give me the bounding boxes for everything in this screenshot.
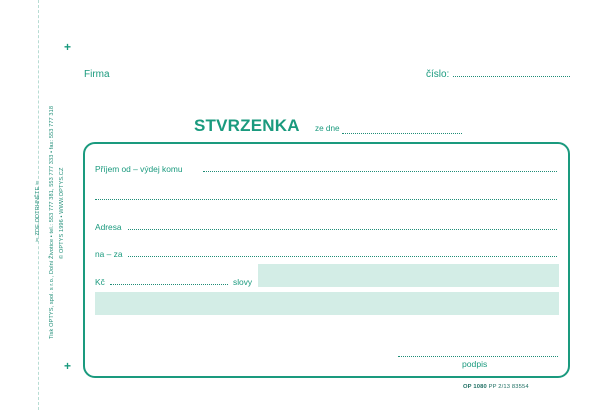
received-label: Příjem od – výdej komu — [95, 164, 183, 174]
received-line — [203, 170, 557, 172]
cislo-label: číslo: — [426, 69, 450, 80]
second-line — [95, 198, 557, 200]
footer-code-rest: PP 2/13 83554 — [488, 384, 529, 390]
words-fill-box-top — [258, 264, 559, 287]
amount-label: Kč — [95, 277, 105, 287]
purpose-line — [128, 255, 557, 257]
document-title: STVRZENKA — [194, 116, 300, 135]
address-label: Adresa — [95, 222, 122, 232]
plus-mark-bottom: + — [64, 359, 72, 373]
purpose-label: na – za — [95, 249, 123, 259]
words-fill-box-bottom — [95, 292, 559, 315]
signature-line — [398, 355, 558, 357]
amount-line — [110, 283, 228, 285]
firma-label: Firma — [84, 69, 110, 80]
footer-code-bold: OP 1080 — [463, 384, 487, 390]
printer-info-line: Tisk OPTYS, spol. s r.o., Dolní Životice • tel.: 553 777 381, 553 777 333 • fax: 553 777 318 — [49, 105, 55, 339]
date-label: ze dne — [315, 124, 340, 133]
date-line — [342, 132, 462, 134]
words-label: slovy — [233, 277, 253, 287]
cut-here-label: ✂ ZDE ODTRHNĚTE ✂ — [35, 180, 41, 242]
cislo-line — [453, 75, 570, 77]
footer-code — [463, 384, 529, 390]
plus-mark-top: + — [64, 40, 72, 54]
signature-label: podpis — [462, 359, 488, 369]
copyright-line: © OPTYS 1996 • WWW.OPTYS.CZ — [59, 167, 65, 259]
receipt-card — [83, 142, 570, 378]
address-line — [128, 228, 557, 230]
